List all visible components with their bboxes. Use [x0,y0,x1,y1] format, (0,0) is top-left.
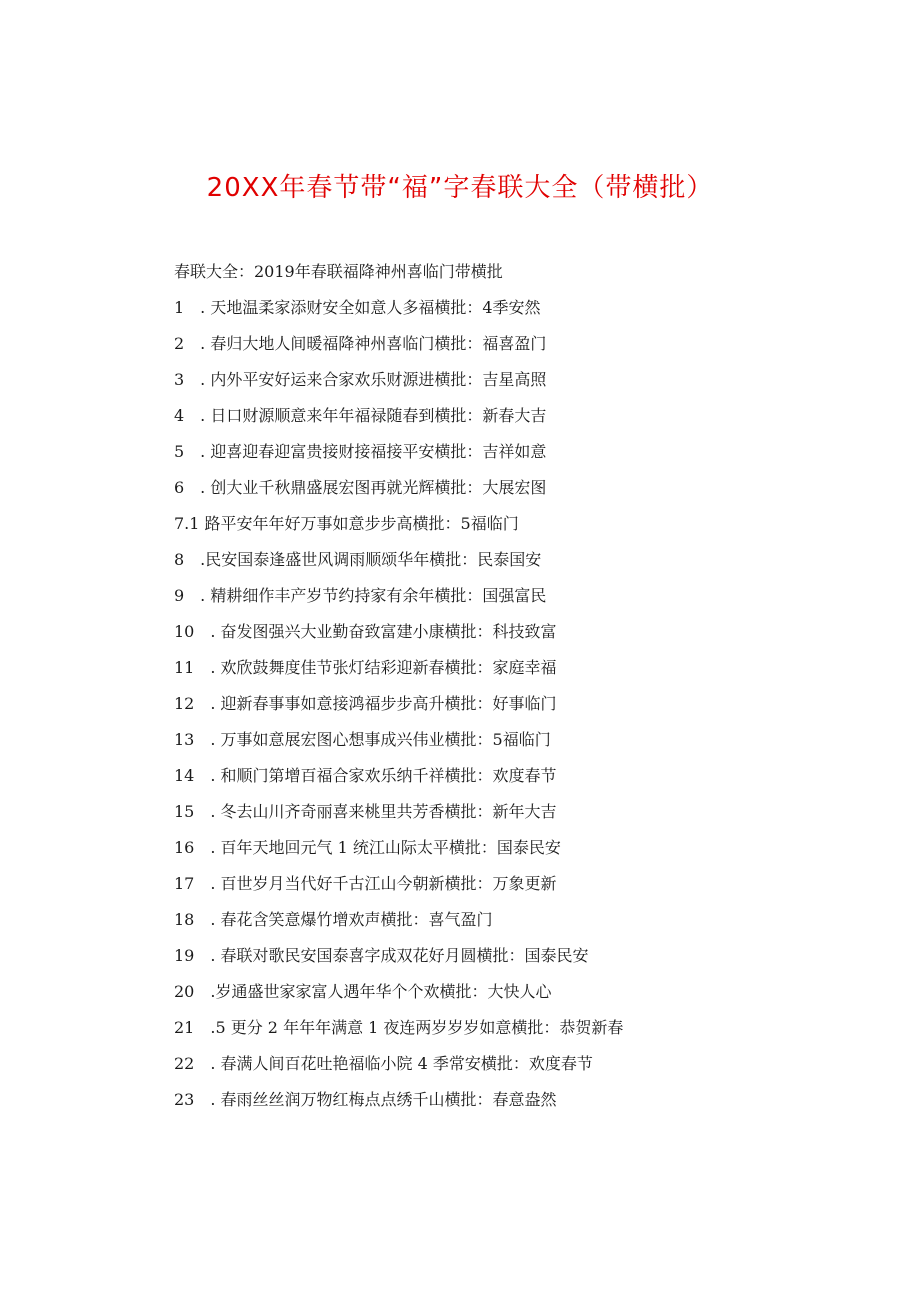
list-item: 4 . 日口财源顺意来年年福禄随春到横批：新春大吉 [174,406,547,425]
list-item: 8 .民安国泰逢盛世风调雨顺颂华年横批：民泰国安 [174,550,542,569]
list-item: 12 . 迎新春事事如意接鸿福步步高升横批：好事临门 [174,694,557,713]
list-item: 16 . 百年天地回元气 1 统江山际太平横批：国泰民安 [174,838,561,857]
list-item: 15 . 冬去山川齐奇丽喜来桃里共芳香横批：新年大吉 [174,802,557,821]
list-item: 19 . 春联对歌民安国泰喜字成双花好月圆横批：国泰民安 [174,946,589,965]
list-item: 17 . 百世岁月当代好千古江山今朝新横批：万象更新 [174,874,557,893]
list-item: 7.1 路平安年年好万事如意步步高横批：5福临门 [174,514,519,533]
list-item: 6 . 创大业千秋鼎盛展宏图再就光辉横批：大展宏图 [174,478,547,497]
list-item: 11 . 欢欣鼓舞度佳节张灯结彩迎新春横批：家庭幸福 [174,658,557,677]
list-item: 23 . 春雨丝丝润万物红梅点点绣千山横批：春意盎然 [174,1090,557,1109]
list-item: 3 . 内外平安好运来合家欢乐财源进横批：吉星高照 [174,370,547,389]
couplet-list [174,290,874,1118]
list-item: 9 . 精耕细作丰产岁节约持家有余年横批：国强富民 [174,586,547,605]
intro-line: 春联大全：2019年春联福降神州喜临门带横批 [174,262,503,281]
list-item: 5 . 迎喜迎春迎富贵接财接福接平安横批：吉祥如意 [174,442,547,461]
document-body [174,254,874,1118]
list-item: 2 . 春归大地人间暖福降神州喜临门横批：福喜盈门 [174,334,547,353]
list-item: 1 . 天地温柔家添财安全如意人多福横批：4季安然 [174,298,541,317]
list-item: 18 . 春花含笑意爆竹增欢声横批：喜气盈门 [174,910,493,929]
list-item: 10 . 奋发图强兴大业勤奋致富建小康横批：科技致富 [174,622,557,641]
list-item: 22 . 春满人间百花吐艳福临小院 4 季常安横批：欢度春节 [174,1054,593,1073]
page-title: 20XX年春节带“福”字春联大全（带横批） [206,173,714,203]
list-item: 14 . 和顺门第增百福合家欢乐纳千祥横批：欢度春节 [174,766,557,785]
list-item: 20 .岁通盛世家家富人遇年华个个欢横批：大快人心 [174,982,552,1001]
list-item: 13 . 万事如意展宏图心想事成兴伟业横批：5福临门 [174,730,551,749]
list-item: 21 .5 更分 2 年年年满意 1 夜连两岁岁岁如意横批：恭贺新春 [174,1018,624,1037]
